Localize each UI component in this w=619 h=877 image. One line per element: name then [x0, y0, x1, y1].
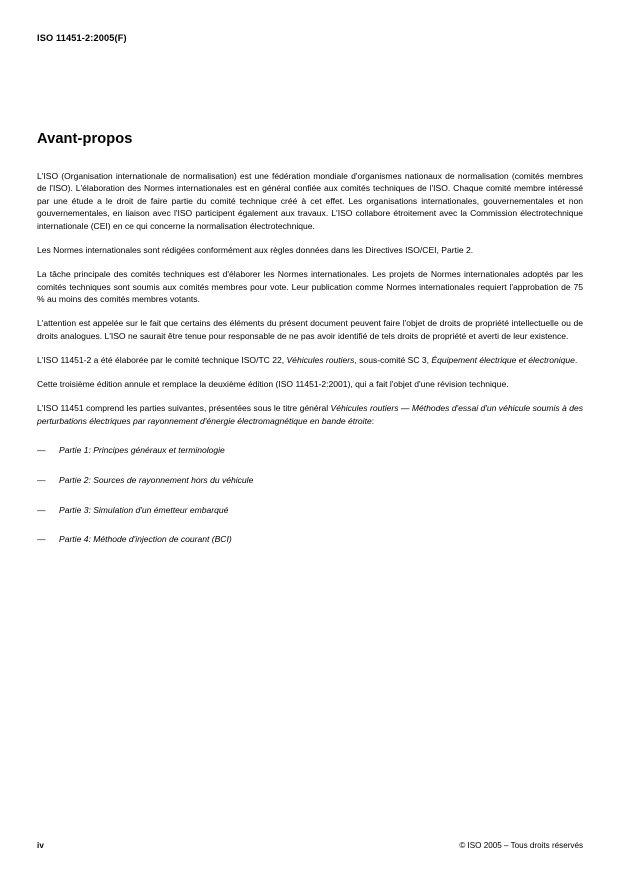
list-item	[37, 444, 583, 457]
attribution-text-mid: , sous-comité SC 3,	[354, 355, 432, 366]
attribution-text-lead: L'ISO 11451-2 a été élaborée par le comité technique ISO/TC 22,	[37, 355, 287, 366]
general-title-italic: Véhicules routiers — Méthodes d'essai d'un véhicule soumis à des perturbations électriques par rayonnement d'énergie électromagnétique en bande étroite	[37, 403, 583, 426]
parts-intro-lead: L'ISO 11451 comprend les parties suivantes, présentées sous le titre général	[37, 403, 331, 414]
page-number: iv	[37, 841, 44, 850]
committee-title-vehicules-routiers: Véhicules routiers	[286, 355, 355, 366]
list-item	[37, 533, 583, 546]
parts-intro-tail: :	[371, 415, 375, 426]
em-dash-marker: —	[37, 504, 46, 515]
paragraph-parts-introduction	[37, 402, 583, 427]
paragraph-edition-replacement: Cette troisième édition annule et remplace la deuxième édition (ISO 11451-2:2001), qui a fait l'objet d'une révision technique.	[37, 379, 509, 390]
document-footer	[37, 841, 583, 850]
paragraph-committee-attribution	[37, 354, 583, 367]
paragraph-technical-committees: La tâche principale des comités techniques est d'élaborer les Normes internationales. Les projets de Normes internationales adoptés par les comités techniques sont soumis aux comités membres pour vote. Leur publication comme Normes internationales requiert l'approbation de 75 % au moins des comités membres votants.	[37, 269, 583, 305]
parts-list	[37, 444, 583, 545]
em-dash-marker: —	[37, 445, 46, 456]
paragraph-directives: Les Normes internationales sont rédigées conformément aux règles données dans les Directives ISO/CEI, Partie 2.	[37, 244, 474, 255]
em-dash-marker: —	[37, 534, 46, 545]
paragraph-patent-rights: L'attention est appelée sur le fait que certains des éléments du présent document peuvent faire l'objet de droits de propriété intellectuelle ou de droits analogues. L'ISO ne saurait être tenue pour responsable de ne pas avoir identifié de tels droits de propriété et averti de leur existence.	[37, 318, 583, 341]
em-dash-marker: —	[37, 475, 46, 485]
list-item-label: Partie 1: Principes généraux et terminologie	[59, 445, 225, 456]
subcommittee-title-equipement: Équipement électrique et électronique	[431, 355, 575, 366]
list-item-label: Partie 2: Sources de rayonnement hors du véhicule	[59, 475, 254, 485]
page-title: Avant-propos	[37, 131, 133, 147]
copyright-notice: © ISO 2005 – Tous droits réservés	[459, 841, 583, 850]
paragraph-iso-description: L'ISO (Organisation internationale de normalisation) est une fédération mondiale d'organismes nationaux de normalisation (comités membres de l'ISO). L'élaboration des Normes internationales est en général confiée aux comités techniques de l'ISO. Chaque comité membre intéressé par une étude a le droit de faire partie du comité technique créé à cet effet. Les organisations internationales, gouvernementales et non gouvernementales, en liaison avec l'ISO participent également aux travaux. L'ISO collabore étroitement avec la Commission électrotechnique internationale (CEI) en ce qui concerne la normalisation électrotechnique.	[37, 170, 583, 231]
list-item-label: Partie 3: Simulation d'un émetteur embarqué	[59, 504, 229, 515]
list-item	[37, 504, 583, 517]
attribution-text-tail: .	[574, 355, 578, 366]
list-item-label: Partie 4: Méthode d'injection de courant (BCI)	[59, 534, 232, 545]
list-item	[37, 474, 583, 487]
document-header-id: ISO 11451-2:2005(F)	[37, 33, 127, 43]
foreword-content	[37, 131, 583, 546]
